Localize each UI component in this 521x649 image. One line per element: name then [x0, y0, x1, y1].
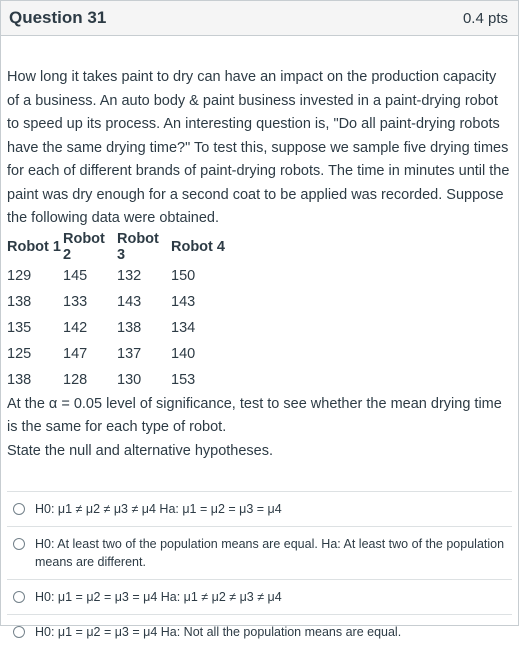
table-cell: 128 — [63, 371, 88, 388]
answer-label: H0: At least two of the population means are equal. Ha: At least two of the population means are different. — [35, 537, 505, 569]
data-table — [7, 231, 227, 393]
radio-button[interactable] — [13, 591, 25, 603]
instruction-text: State the null and alternative hypotheses. — [7, 442, 274, 459]
table-cell: 138 — [117, 319, 142, 336]
table-cell: 125 — [7, 345, 32, 362]
answer-option-1[interactable] — [7, 491, 512, 526]
table-cell: 130 — [117, 371, 142, 388]
question-body — [1, 36, 518, 649]
table-cell: 134 — [171, 319, 196, 336]
table-header-row — [7, 231, 227, 263]
table-cell: 140 — [171, 345, 196, 362]
table-cell: 150 — [171, 267, 196, 284]
table-cell: 143 — [117, 293, 142, 310]
radio-button[interactable] — [13, 538, 25, 550]
table-cell: 143 — [171, 293, 196, 310]
column-header: Robot 1 — [7, 238, 61, 255]
answer-option-3[interactable] — [7, 579, 512, 614]
answer-label: H0: μ1 = μ2 = μ3 = μ4 Ha: μ1 ≠ μ2 ≠ μ3 ≠ μ4 — [35, 590, 282, 604]
table-cell: 142 — [63, 319, 88, 336]
answer-label: H0: μ1 = μ2 = μ3 = μ4 Ha: Not all the population means are equal. — [35, 625, 402, 639]
column-header: Robot 3 — [117, 230, 159, 263]
table-cell: 132 — [117, 267, 142, 284]
question-text: How long it takes paint to dry can have an impact on the production capacity of a business. An auto body & paint business invested in a paint-drying robot to speed up its process. An interesting question is, "Do all paint-drying robots have the same drying time?" To test this, suppose we sample five drying times for each of different brands of paint-drying robots. The time in minutes until the paint was dry enough for a second coat to be applied was recorded. Suppose the following data were obtained. — [7, 69, 510, 226]
table-cell: 138 — [7, 371, 32, 388]
table-cell: 129 — [7, 267, 32, 284]
column-header: Robot 4 — [171, 238, 225, 255]
table-row — [7, 315, 227, 341]
significance-text: At the α = 0.05 level of significance, test to see whether the mean drying time is the same for each type of robot. — [7, 395, 502, 435]
table-cell: 135 — [7, 319, 32, 336]
answer-list — [7, 491, 512, 649]
table-cell: 137 — [117, 345, 142, 362]
table-row — [7, 263, 227, 289]
table-cell: 145 — [63, 267, 88, 284]
radio-button[interactable] — [13, 503, 25, 515]
table-cell: 133 — [63, 293, 88, 310]
table-cell: 147 — [63, 345, 88, 362]
table-row — [7, 341, 227, 367]
answer-label: H0: μ1 ≠ μ2 ≠ μ3 ≠ μ4 Ha: μ1 = μ2 = μ3 = μ4 — [35, 502, 282, 516]
question-points: 0.4 pts — [462, 9, 508, 27]
question-title: Question 31 — [9, 8, 107, 27]
table-cell: 153 — [171, 371, 196, 388]
column-header: Robot 2 — [63, 230, 105, 263]
table-cell: 138 — [7, 293, 32, 310]
answer-option-4[interactable] — [7, 614, 512, 649]
table-row — [7, 367, 227, 393]
table-row — [7, 289, 227, 315]
answer-option-2[interactable] — [7, 526, 512, 579]
question-header — [1, 1, 518, 36]
